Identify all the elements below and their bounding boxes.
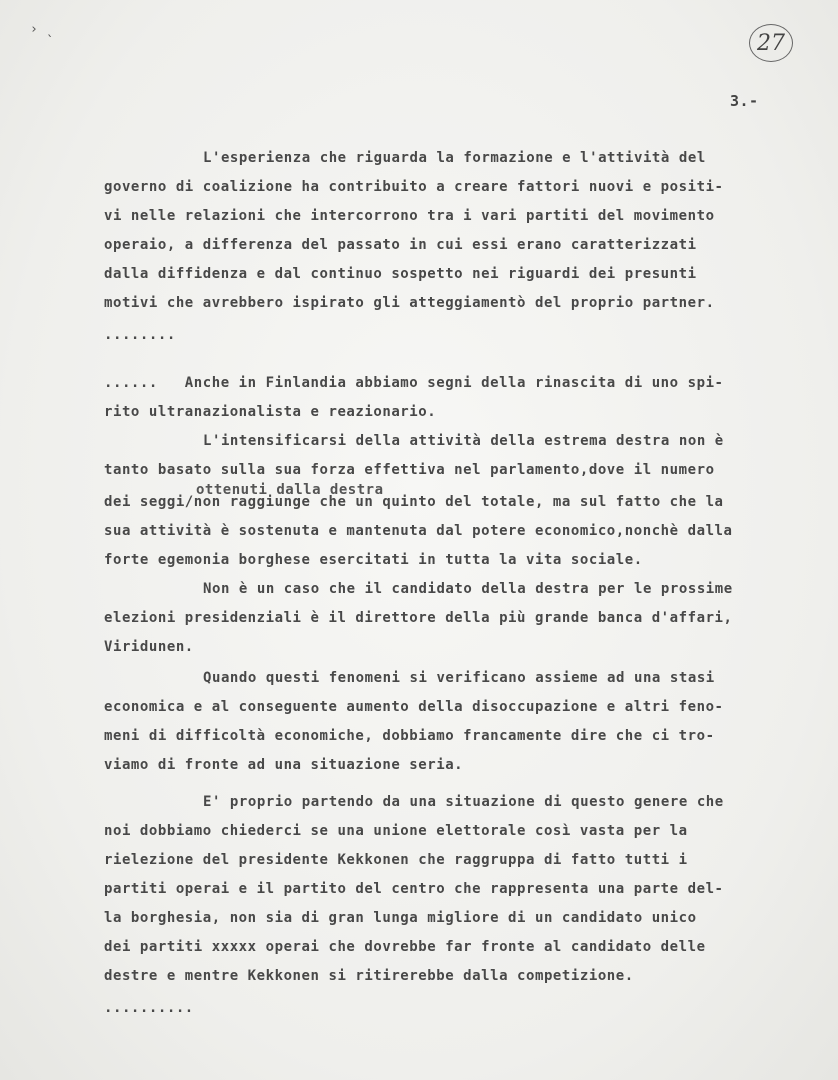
text-line: ...... Anche in Finlandia abbiamo segni della rinascita di uno spi- [104,375,724,391]
text-line: dei seggi/non raggiunge che un quinto del totale, ma sul fatto che la [104,494,724,510]
text-line: governo di coalizione ha contribuito a creare fattori nuovi e positi- [104,179,724,195]
text-line: dalla diffidenza e dal continuo sospetto nei riguardi dei presunti [104,266,697,282]
text-line: rielezione del presidente Kekkonen che raggruppa di fatto tutti i [104,852,688,868]
text-line: partiti operai e il partito del centro che rappresenta una parte del- [104,881,724,897]
corner-scratch-mark: › ˎ [30,22,54,37]
text-line: Quando questi fenomeni si verificano assieme ad una stasi [203,670,715,686]
text-line: dei partiti xxxxx operai che dovrebbe far fronte al candidato delle [104,939,706,955]
text-line: tanto basato sulla sua forza effettiva nel parlamento,dove il numero [104,462,715,478]
page-number: 3.- [730,92,759,110]
text-line: E' proprio partendo da una situazione di questo genere che [203,794,724,810]
text-line: motivi che avrebbero ispirato gli atteggiamentò del proprio partner. [104,295,715,311]
text-line: Viridunen. [104,639,194,655]
text-line: la borghesia, non sia di gran lunga migliore di un candidato unico [104,910,697,926]
text-line: rito ultranazionalista e reazionario. [104,404,437,420]
text-line: L'intensificarsi della attività della estrema destra non è [203,433,724,449]
folio-number: 27 [757,30,785,56]
separator-dots: .......... [104,1000,194,1016]
text-line: meni di difficoltà economiche, dobbiamo francamente dire che ci tro- [104,728,715,744]
text-line: operaio, a differenza del passato in cui essi erano caratterizzati [104,237,697,253]
text-line: vi nelle relazioni che intercorrono tra i vari partiti del movimento [104,208,715,224]
folio-stamp [749,24,793,62]
text-line: economica e al conseguente aumento della disoccupazione e altri feno- [104,699,724,715]
text-line: viamo di fronte ad una situazione seria. [104,757,464,773]
text-line: Non è un caso che il candidato della destra per le prossime [203,581,733,597]
text-line: sua attività è sostenuta e mantenuta dal potere economico,nonchè dalla [104,523,733,539]
text-line: forte egemonia borghese esercitati in tutta la vita sociale. [104,552,643,568]
typed-insertion: ottenuti dalla destra [196,482,384,498]
text-line: L'esperienza che riguarda la formazione e l'attività del [203,150,706,166]
text-line: destre e mentre Kekkonen si ritirerebbe dalla competizione. [104,968,634,984]
separator-dots: ........ [104,327,176,343]
text-line: noi dobbiamo chiederci se una unione elettorale così vasta per la [104,823,688,839]
text-line: elezioni presidenziali è il direttore della più grande banca d'affari, [104,610,733,626]
